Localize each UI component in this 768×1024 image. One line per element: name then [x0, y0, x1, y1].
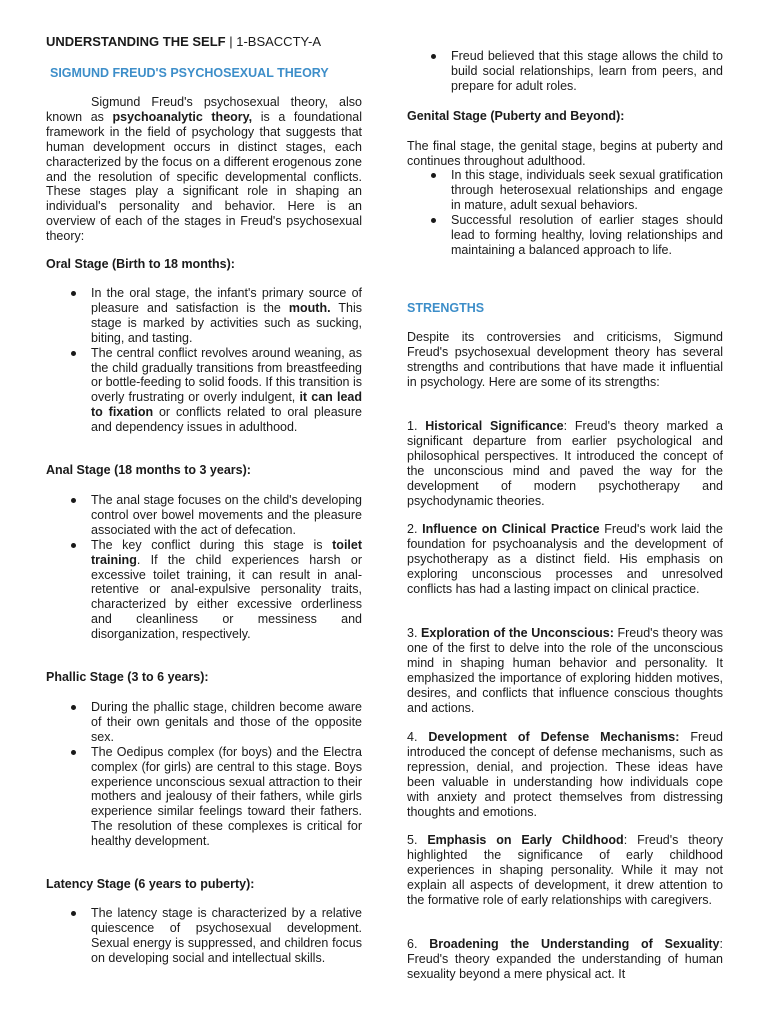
oral-stage-heading: Oral Stage (Birth to 18 months):	[46, 257, 235, 271]
strength-item: 1. Historical Significance: Freud's theory marked a significant departure from earlier psychological and philosophical perspectives. It introduced the concept of the unconscious mind and paved the way for the development of modern psychotherapy and psychodynamic theories.	[407, 419, 723, 508]
list-item: In this stage, individuals seek sexual gratification through heterosexual relationships and engage in mature, adult sexual behaviors.	[451, 168, 723, 213]
bullet-icon	[71, 705, 76, 710]
bullet-icon	[431, 173, 436, 178]
bullet-icon	[431, 218, 436, 223]
bullet-icon	[71, 291, 76, 296]
document-header	[46, 35, 321, 50]
anal-stage-heading: Anal Stage (18 months to 3 years):	[46, 463, 251, 477]
list-item: During the phallic stage, children become aware of their own genitals and those of the opposite sex.	[91, 700, 362, 745]
list-item: The latency stage is characterized by a relative quiescence of psychosexual development. Sexual energy is suppressed, and children focus on developing social and intellectual skills.	[91, 906, 362, 966]
latency-stage-heading: Latency Stage (6 years to puberty):	[46, 877, 255, 891]
bullet-icon	[71, 750, 76, 755]
bullet-icon	[71, 543, 76, 548]
course-name: UNDERSTANDING THE SELF	[46, 34, 226, 49]
latency-stage-list-continued	[451, 49, 723, 94]
bullet-icon	[431, 54, 436, 59]
list-item: The Oedipus complex (for boys) and the Electra complex (for girls) are central to this stage. Boys experience unconscious sexual attraction to their mothers and jealousy of their fathers, while girls experience similar feelings toward their fathers. The resolution of these complexes is critical for healthy development.	[91, 745, 362, 849]
phallic-stage-heading: Phallic Stage (3 to 6 years):	[46, 670, 209, 684]
strengths-intro: Despite its controversies and criticisms, Sigmund Freud's psychosexual development theory has several strengths and contributions that have made it influential in psychology. Here are some of its strengths:	[407, 330, 723, 389]
genital-stage-list	[451, 168, 723, 257]
phallic-stage-list	[91, 700, 362, 849]
genital-stage-heading: Genital Stage (Puberty and Beyond):	[407, 109, 625, 123]
genital-stage-intro: The final stage, the genital stage, begins at puberty and continues throughout adulthood.	[407, 139, 723, 168]
list-item: The anal stage focuses on the child's developing control over bowel movements and the pleasure associated with the act of defecation.	[91, 493, 362, 538]
strength-item: 2. Influence on Clinical Practice Freud's work laid the foundation for psychoanalysis and the development of psychotherapy as a distinct field. His emphasis on exploring unconscious processes and unresolved conflicts has had a lasting impact on clinical practice.	[407, 522, 723, 596]
header-separator: |	[225, 34, 237, 49]
latency-stage-list	[91, 906, 362, 966]
strength-item: 6. Broadening the Understanding of Sexuality: Freud's theory expanded the understanding of human sexuality beyond a mere physical act. It	[407, 937, 723, 981]
oral-stage-list	[91, 286, 362, 435]
section-code: 1-BSACCTY-A	[236, 34, 321, 49]
theory-title: SIGMUND FREUD'S PSYCHOSEXUAL THEORY	[50, 66, 329, 80]
strengths-heading: STRENGTHS	[407, 301, 485, 315]
strength-item: 4. Development of Defense Mechanisms: Freud introduced the concept of defense mechanisms, such as repression, denial, and projection. These ideas have been valuable in understanding how individuals cope with anxiety and protect themselves from distressing thoughts and emotions.	[407, 730, 723, 819]
bullet-icon	[71, 498, 76, 503]
list-item: The key conflict during this stage is toilet training. If the child experiences harsh or excessive toilet training, it can result in anal-retentive or anal-expulsive personality traits, characterized by either excessive orderliness and cleanliness or messiness and disorganization, respectively.	[91, 538, 362, 642]
list-item: In the oral stage, the infant's primary source of pleasure and satisfaction is the mouth. This stage is marked by activities such as sucking, biting, and tasting.	[91, 286, 362, 346]
list-item: Successful resolution of earlier stages should lead to forming healthy, loving relationships and maintaining a balanced approach to life.	[451, 213, 723, 258]
strength-item: 3. Exploration of the Unconscious: Freud's theory was one of the first to delve into the role of the unconscious mind in shaping human behavior and personality. It emphasized the importance of exploring hidden motives, desires, and conflicts that influence conscious thoughts and actions.	[407, 626, 723, 715]
list-item: Freud believed that this stage allows the child to build social relationships, learn from peers, and prepare for adult roles.	[451, 49, 723, 94]
bullet-icon	[71, 911, 76, 916]
anal-stage-list	[91, 493, 362, 642]
bullet-icon	[71, 351, 76, 356]
strength-item: 5. Emphasis on Early Childhood: Freud's theory highlighted the significance of early childhood experiences in shaping personality. While it may not explain all aspects of development, it drew attention to the formative role of early relationships with caregivers.	[407, 833, 724, 907]
list-item: The central conflict revolves around weaning, as the child gradually transitions from breastfeeding or bottle-feeding to solid foods. If this transition is overly frustrating or overly indulgent, it can lead to fixation or conflicts related to oral pleasure and dependency issues in adulthood.	[91, 346, 362, 435]
intro-paragraph: Sigmund Freud's psychosexual theory, also known as psychoanalytic theory, is a foundational framework in the field of psychology that suggests that human development occurs in distinct stages, each characterized by the focus on a different erogenous zone and the resolution of specific developmental conflicts. These stages play a significant role in shaping an individual's personality and behavior. Here is an overview of each of the stages in Freud's psychosexual theory:	[46, 95, 362, 244]
